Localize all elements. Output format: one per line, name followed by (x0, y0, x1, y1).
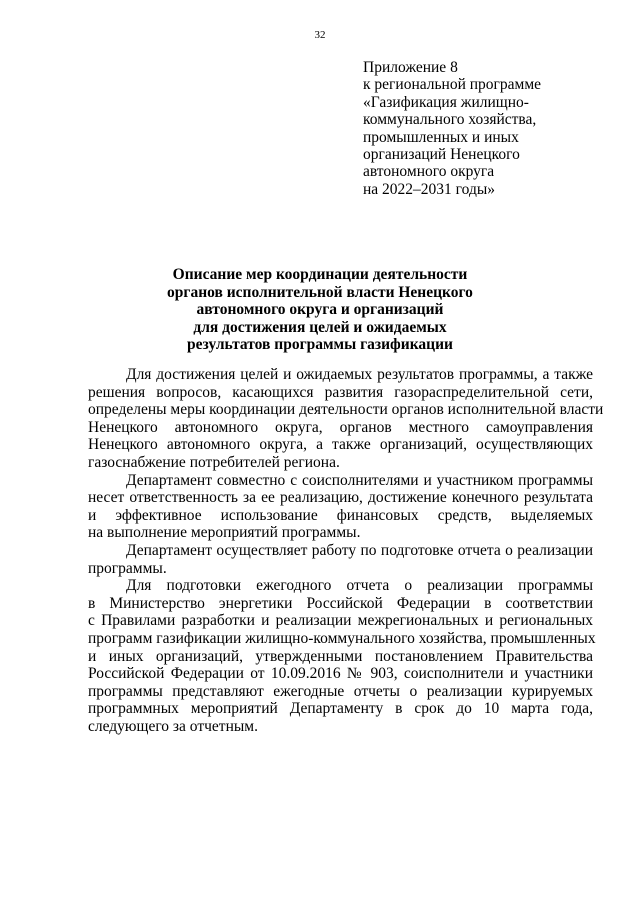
appendix-line: промышленных и иных (363, 128, 519, 146)
text-line: в Министерство энергетики Российской Федерации в соответствии (88, 594, 593, 612)
appendix-line: «Газификация жилищно- (363, 93, 529, 111)
title-line: органов исполнительной власти Ненецкого (167, 283, 473, 301)
appendix-line: организаций Ненецкого (363, 146, 520, 164)
paragraph-annual-report (88, 577, 596, 735)
text-line: программ газификации жилищно-коммунального хозяйства, промышленных (88, 629, 596, 647)
text-line: Российской Федерации от 10.09.2016 № 903, соисполнители и участники (88, 665, 593, 683)
appendix-header (363, 59, 613, 198)
text-line: несет ответственность за ее реализацию, достижение конечного результата (88, 489, 593, 507)
text-line: Ненецкого автономного округа, органов местного самоуправления (88, 418, 593, 436)
document-body (88, 366, 604, 735)
text-line: и иных организаций, утвержденными постановлением Правительства (88, 647, 593, 665)
title-line: автономного округа и организаций (196, 301, 444, 319)
appendix-line: к региональной программе (363, 76, 542, 94)
title-line: результатов программы газификации (187, 336, 453, 354)
text-line: и эффективное использование финансовых средств, выделяемых (88, 506, 593, 524)
appendix-line: на 2022–2031 годы» (363, 180, 495, 198)
appendix-line: Приложение 8 (363, 59, 458, 76)
text-line: Для достижения целей и ожидаемых результатов программы, а также (126, 366, 593, 383)
title-line: Описание мер координации деятельности (172, 266, 468, 283)
text-line: Для подготовки ежегодного отчета о реализации программы (126, 577, 593, 595)
title-line: для достижения целей и ожидаемых (193, 318, 447, 336)
text-line: решения вопросов, касающихся развития газораспределительной сети, (88, 383, 593, 401)
text-line: программы. (88, 559, 167, 577)
text-line: Департамент осуществляет работу по подготовке отчета о реализации (126, 541, 593, 559)
appendix-line: коммунального хозяйства, (363, 111, 537, 129)
text-line: Департамент совместно с соисполнителями и участником программы (126, 471, 593, 489)
text-line: следующего за отчетным. (88, 717, 258, 735)
text-line: газоснабжение потребителей региона. (88, 453, 340, 471)
paragraph-report-preparation (88, 542, 593, 577)
paragraph-responsibility (88, 472, 593, 542)
paragraph-coordination (88, 366, 604, 472)
text-line: на выполнение мероприятий программы. (88, 524, 361, 542)
text-line: программных мероприятий Департаменту в срок до 10 марта года, (88, 700, 593, 718)
page-number: 32 (314, 29, 326, 41)
appendix-line: автономного округа (363, 163, 495, 181)
document-title (0, 266, 640, 354)
text-line: программы представляют ежегодные отчеты о реализации курируемых (88, 682, 593, 700)
text-line: с Правилами разработки и реализации межрегиональных и региональных (88, 612, 593, 630)
text-line: Ненецкого автономного округа, а также организаций, осуществляющих (88, 436, 593, 454)
text-line: определены меры координации деятельности органов исполнительной власти (88, 401, 604, 419)
